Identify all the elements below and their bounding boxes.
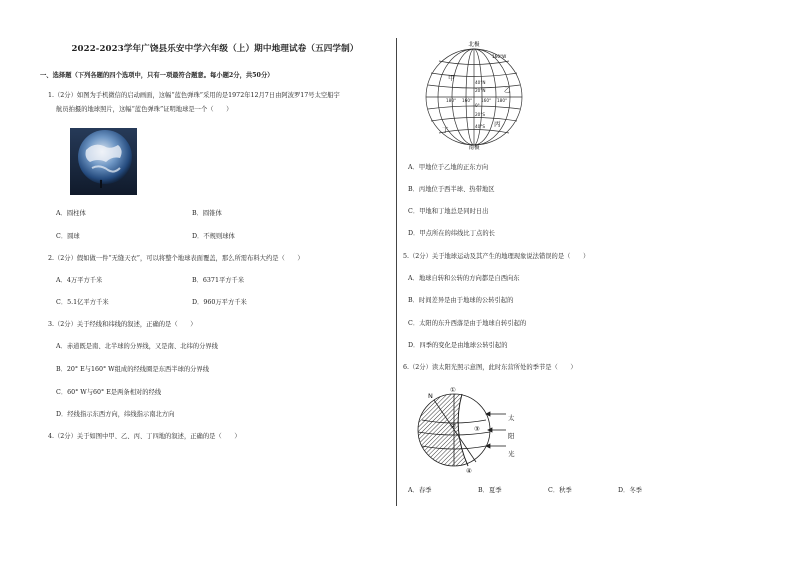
q5-stem: 5.（2分）关于地球运动及其产生的地理现象说法错误的是（ ） (403, 253, 590, 260)
column-divider (396, 38, 397, 506)
q3-stem: 3.（2分）关于经线和纬线的叙述，正确的是（ ） (48, 321, 197, 328)
marker-1: ① (450, 386, 456, 394)
point-jia-label: 甲 (448, 74, 455, 82)
lon-label-4: 180° (497, 98, 508, 103)
q1-option-c[interactable]: C．圆球 (56, 233, 80, 240)
north-label: N (428, 392, 433, 400)
point-yi-label: 乙 (504, 86, 511, 94)
south-pole-label: 南极 (468, 145, 480, 150)
q6-option-c[interactable]: C．秋季 (548, 487, 572, 494)
section-heading: 一、选择题（下列各题的四个选项中，只有一项最符合题意。每小题2分，共50分） (40, 72, 274, 79)
q5-option-a[interactable]: A．地球自转和公转的方向都是自西向东 (408, 275, 520, 282)
q5-option-c[interactable]: C．太阳的东升西落是由于地球自转引起的 (408, 320, 527, 327)
sun-char-yang: 阳 (508, 432, 515, 440)
point-ding-label: 丁 (442, 126, 449, 134)
q4-option-d[interactable]: D．甲点所在的纬线比丁点的长 (408, 230, 495, 237)
q2-option-d[interactable]: D．960万平方千米 (192, 299, 247, 306)
q3-option-c[interactable]: C．60° W与60° E是两条相对的经线 (56, 389, 162, 396)
point-bing-label: 丙 (494, 120, 501, 128)
q1-option-d[interactable]: D．不规则球体 (192, 233, 235, 240)
lon-label-1: 180° (446, 98, 457, 103)
q2-option-b[interactable]: B．6371平方千米 (192, 277, 245, 284)
q6-option-d[interactable]: D．冬季 (618, 487, 642, 494)
lat-label-20n: 20°N (475, 88, 486, 93)
globe-grid-figure (412, 40, 536, 150)
sun-char-guang: 光 (508, 450, 515, 458)
q4-option-b[interactable]: B．丙地位于西半球、热带地区 (408, 186, 495, 193)
q1-option-a[interactable]: A．圆柱体 (56, 210, 86, 217)
lat-label-20s: 20°S (475, 112, 486, 117)
lat-label-40n: 40°N (475, 80, 486, 85)
marker-3: ③ (474, 425, 480, 433)
q2-option-a[interactable]: A．4万平方千米 (56, 277, 103, 284)
blue-marble-image (70, 128, 137, 195)
top-lon-label: 160°W (492, 54, 507, 59)
q4-option-c[interactable]: C．甲地和丁地总是同时日出 (408, 208, 489, 215)
marker-2: ② (450, 422, 456, 430)
q4-stem: 4.（2分）关于如图中甲、乙、丙、丁四地的叙述，正确的是（ ） (48, 433, 241, 440)
q3-option-d[interactable]: D．经线指示东西方向，纬线指示南北方向 (56, 411, 175, 418)
lon-label-2: 160° (462, 98, 473, 103)
q6-option-a[interactable]: A．春季 (408, 487, 432, 494)
north-pole-label: 北极 (468, 42, 480, 48)
lon-label-3: 160° (481, 98, 492, 103)
q5-option-d[interactable]: D．四季的变化是由地球公转引起的 (408, 342, 508, 349)
q6-stem: 6.（2分）读太阳光照示意图，此时东营所处的季节是（ ） (403, 364, 577, 371)
q4-option-a[interactable]: A．甲地位于乙地的正东方向 (408, 164, 489, 171)
q2-option-c[interactable]: C．5.1亿平方千米 (56, 299, 109, 306)
q3-option-b[interactable]: B．20° E与160° W组成的经线圈是东西半球的分界线 (56, 366, 210, 373)
exam-title: 2022-2023学年广饶县乐安中学六年级（上）期中地理试卷（五四学制） (71, 44, 359, 54)
lat-label-0: 0° (475, 103, 480, 108)
sunlight-diagram (408, 382, 518, 474)
q1-stem-line1: 1.（2分）如图为手机微信的启动画面，这幅“蓝色弹珠”采用的是1972年12月7日由阿波罗17号太空船宇 (48, 92, 340, 99)
q1-stem-line2: 航员拍摄的地球照片，这幅“蓝色弹珠”证明地球是一个（ ） (56, 106, 233, 113)
q6-option-b[interactable]: B．夏季 (478, 487, 502, 494)
q5-option-b[interactable]: B．时间差异是由于地球的公转引起的 (408, 297, 514, 304)
lat-label-40s: 40°S (475, 124, 486, 129)
q3-option-a[interactable]: A．赤道既是南、北半球的分界线，又是南、北纬的分界线 (56, 343, 218, 350)
q1-option-b[interactable]: B．圆锥体 (192, 210, 222, 217)
q2-stem: 2.（2分）假如做一件“无缝天衣”，可以将整个地球表面覆盖，那么所需布料大约是（ ） (48, 255, 304, 262)
marker-4: ④ (466, 467, 472, 474)
sun-char-tai: 太 (508, 414, 515, 422)
